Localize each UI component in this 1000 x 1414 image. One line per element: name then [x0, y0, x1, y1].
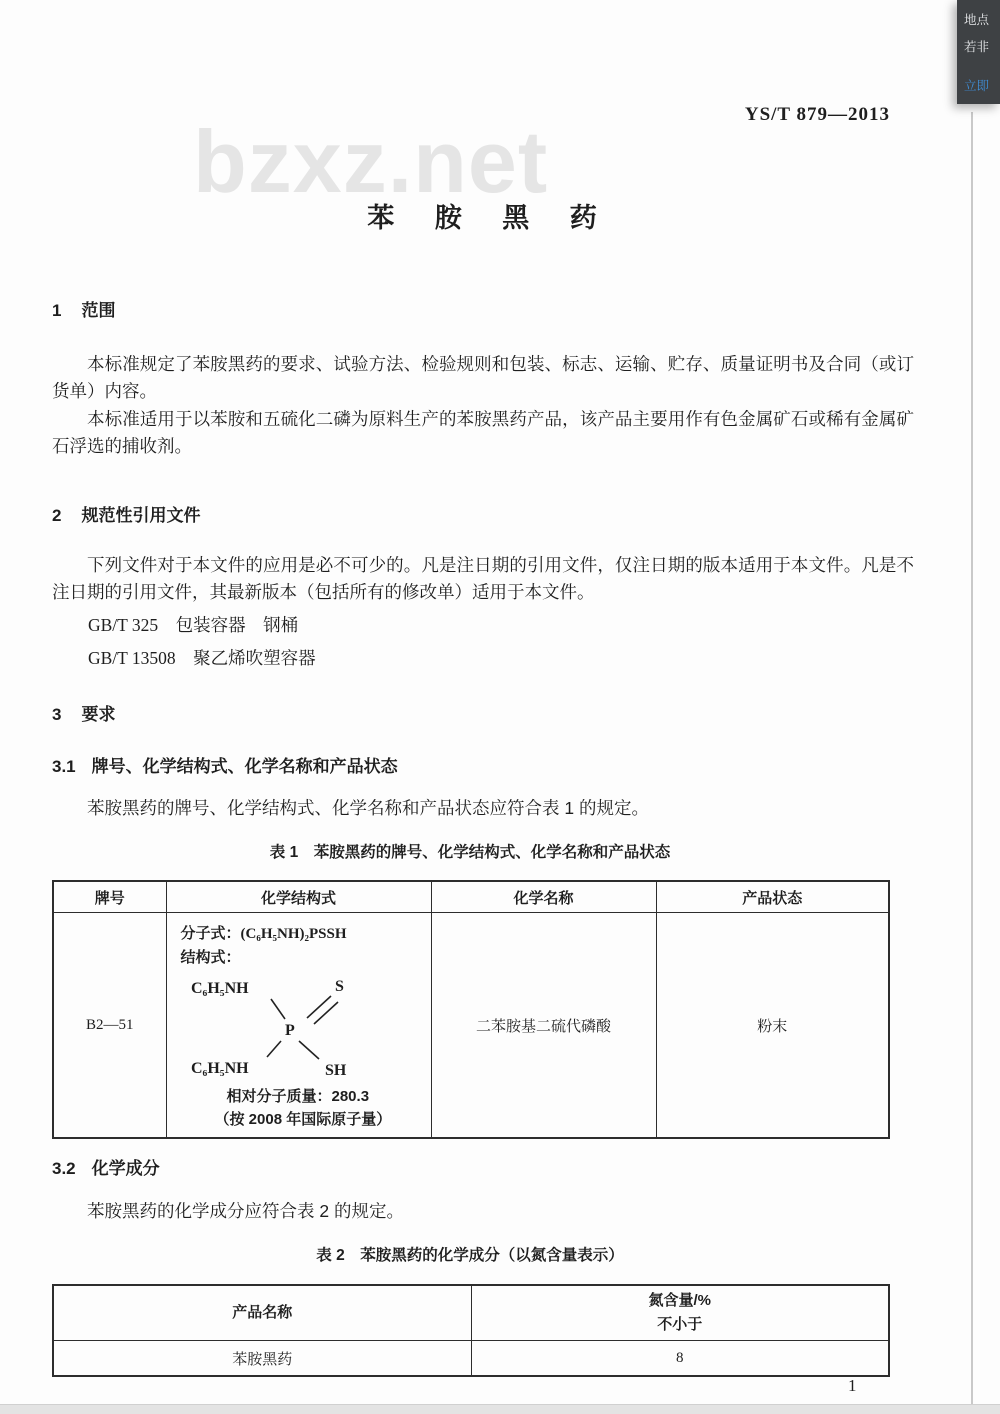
section-3-2-heading [52, 1154, 160, 1179]
table-1-cell-structure [166, 913, 431, 1139]
bond-line [299, 1041, 319, 1059]
table-2-cell-nitrogen-value: 8 [471, 1341, 889, 1377]
section-2-paragraph-1: 下列文件对于本文件的应用是必不可少的。凡是注日期的引用文件，仅注日期的版本适用于本文件。凡是不注日期的引用文件，其最新版本（包括所有的修改单）适用于本文件。 [52, 555, 914, 602]
table-1-cell-grade: B2—51 [53, 913, 166, 1139]
structure-label: 结构式： [180, 949, 241, 966]
section-1-paragraph-2: 本标准适用于以苯胺和五硫化二磷为原料生产的苯胺黑药产品，该产品主要用作有色金属矿石或稀有金属矿石浮选的捕收剂。 [52, 409, 914, 456]
page-right-edge [971, 112, 973, 1405]
structure-diagram [183, 971, 413, 1083]
table-1-header-product-state: 产品状态 [656, 881, 889, 913]
section-3-1-paragraph: 苯胺黑药的牌号、化学结构式、化学名称和产品状态应符合表 1 的规定。 [87, 798, 649, 818]
table-1-header-row [53, 881, 889, 913]
section-1-number: 1 [52, 301, 62, 320]
notification-line-2: 若非 [964, 40, 990, 54]
section-1-heading [52, 296, 115, 321]
table-2-header-product-name: 产品名称 [53, 1285, 471, 1341]
section-3-number: 3 [52, 705, 62, 724]
structure-atom-sulfur: S [334, 978, 344, 995]
structure-group-bottom-left: C₆H₅NH [190, 1060, 249, 1077]
table-1-header-structure: 化学结构式 [166, 881, 431, 913]
watermark: bzxz.net [193, 112, 549, 211]
section-1-paragraph-1: 本标准规定了苯胺黑药的要求、试验方法、检验规则和包装、标志、运输、贮存、质量证明书及合同（或订货单）内容。 [52, 354, 914, 401]
section-3-heading [52, 700, 115, 725]
table-1-cell-chemical-name: 二苯胺基二硫代磷酸 [431, 913, 656, 1139]
table-1-header-grade: 牌号 [53, 881, 166, 913]
table-1-cell-product-state: 粉末 [656, 913, 889, 1139]
section-3-1-title: 牌号、化学结构式、化学名称和产品状态 [91, 757, 398, 776]
bond-line [267, 1041, 281, 1057]
notification-panel [957, 0, 1000, 104]
structure-group-sh: SH [324, 1062, 346, 1079]
section-2-title: 规范性引用文件 [81, 506, 201, 525]
bond-line [307, 996, 331, 1018]
table-1-data-row [53, 913, 889, 1139]
table-1 [52, 880, 890, 1139]
bond-line [271, 999, 285, 1019]
table-1-header-chemical-name: 化学名称 [431, 881, 656, 913]
structure-atom-phosphorus: P [284, 1022, 295, 1039]
section-3-2-number: 3.2 [52, 1159, 76, 1178]
section-3-1-heading [52, 752, 398, 777]
table-2-data-row [53, 1341, 889, 1377]
table-2-header-nitrogen [471, 1285, 889, 1341]
molecular-formula: 分子式：(C₆H₅NH)₂PSSH [180, 926, 347, 942]
relative-molecular-mass: 相对分子质量：280.3 [226, 1088, 370, 1105]
standard-code: YS/T 879—2013 [744, 104, 890, 125]
notification-line-1: 地点 [964, 13, 990, 27]
section-3-1-number: 3.1 [52, 757, 76, 776]
table-2-cell-product-name: 苯胺黑药 [53, 1341, 471, 1377]
page-number: 1 [848, 1376, 857, 1395]
section-3-2-paragraph: 苯胺黑药的化学成分应符合表 2 的规定。 [87, 1201, 404, 1221]
section-2-number: 2 [52, 506, 62, 525]
page-title: 苯胺黑药 [367, 203, 638, 233]
section-3-title: 要求 [81, 705, 116, 724]
section-3-2-title: 化学成分 [91, 1159, 160, 1178]
section-2-heading [52, 501, 200, 526]
molecular-mass-note: （按 2008 年国际原子量） [214, 1111, 392, 1128]
section-1-title: 范围 [81, 301, 116, 320]
bond-line [314, 1002, 338, 1024]
table-1-caption: 表 1 苯胺黑药的牌号、化学结构式、化学名称和产品状态 [269, 844, 671, 861]
notification-link[interactable]: 立即 [964, 79, 990, 93]
nitrogen-content-label: 氮含量/% [648, 1292, 711, 1309]
normative-reference-1: GB/T 325 包装容器 钢桶 [88, 615, 299, 635]
structure-group-top-left: C₆H₅NH [190, 980, 249, 997]
table-2-caption: 表 2 苯胺黑药的化学成分（以氮含量表示） [316, 1247, 624, 1264]
table-2-header-row [53, 1285, 889, 1341]
normative-reference-2: GB/T 13508 聚乙烯吹塑容器 [88, 648, 316, 668]
not-less-than-label: 不小于 [657, 1316, 703, 1333]
table-2 [52, 1284, 890, 1377]
